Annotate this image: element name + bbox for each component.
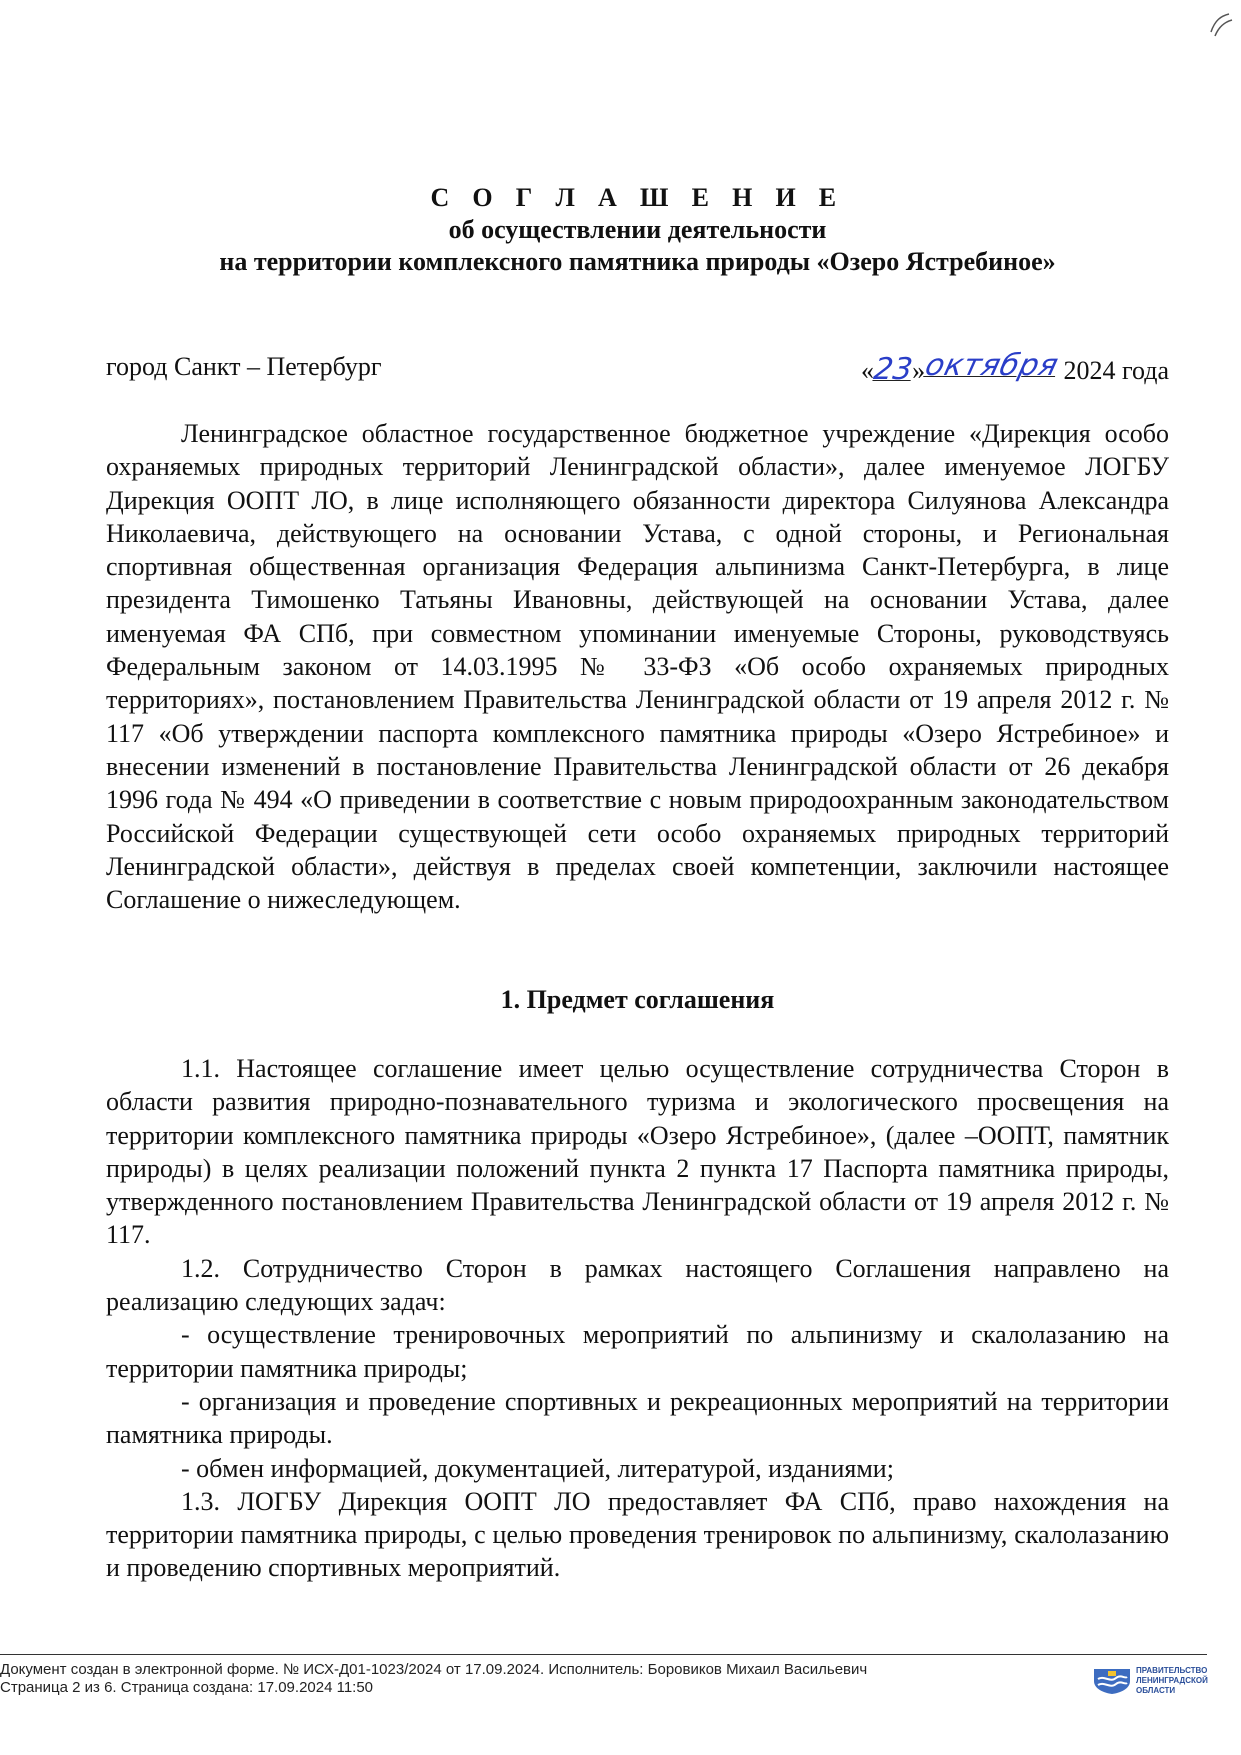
place-date-line xyxy=(106,348,1169,387)
intro-paragraph: Ленинградское областное государственное бюджетное учреждение «Дирекция особо охраняемых природных территорий Ленинградской области», далее именуемое ЛОГБУ Дирекция ООПТ ЛО, в лице исполняющего обязанности директора Силуянова Александра Николаевича, действующего на основании Устава, с одной стороны, и Региональная спортивная общественная организация Федерация альпинизма Санкт-Петербурга, в лице президента Тимошенко Татьяны Ивановны, действующей на основании Устава, далее именуемая ФА СПб, при совместном упоминании именуемые Стороны, руководствуясь Федеральным законом от 14.03.1995 № 33-ФЗ «Об особо охраняемых природных территориях», постановлением Правительства Ленинградской области от 19 апреля 2012 г. № 117 «Об утверждении паспорта комплексного памятника природы «Озеро Ястребиное» и внесении изменений в постановление Правительства Ленинградской области от 26 декабря 1996 года № 494 «О приведении в соответствие с новым природоохранным законодательством Российской Федерации существующей сети особо охраняемых природных территорий Ленинградской области», действуя в пределах своей компетенции, заключили настоящее Соглашение о нижеследующем. xyxy=(106,419,1169,915)
list-item: - организация и проведение спортивных и рекреационных мероприятий на территории памятника природы. xyxy=(106,1386,1169,1450)
handwritten-month: октября xyxy=(921,348,1063,383)
intro-section xyxy=(106,417,1169,916)
date-year: 2024 года xyxy=(1063,356,1169,385)
document-subtitle: об осуществлении деятельности xyxy=(448,215,827,244)
footer-divider xyxy=(0,1654,1207,1655)
paragraph-1-2: 1.2. Сотрудничество Сторон в рамках настоящего Соглашения направлено на реализацию следующих задач: xyxy=(106,1253,1169,1317)
government-emblem-icon xyxy=(1092,1667,1132,1695)
section-1-body xyxy=(106,1052,1169,1585)
agreement-date xyxy=(860,348,1169,387)
date-open-quote: « xyxy=(860,356,874,385)
document-subtitle: на территории комплексного памятника природы «Озеро Ястребиное» xyxy=(219,247,1056,276)
paragraph-1-1: 1.1. Настоящее соглашение имеет целью осуществление сотрудничества Сторон в области развития природно-познавательного туризма и экологического просвещения на территории комплексного памятника природы «Озеро Ястребиное», (далее –ООПТ, памятник природы) в целях реализации положений пункта 2 пункта 17 Паспорта памятника природы, утвержденного постановлением Правительства Ленинградской области от 19 апреля 2012 г. № 117. xyxy=(106,1054,1169,1250)
government-label xyxy=(1136,1666,1208,1696)
list-item: - обмен информацией, документацией, литературой, изданиями; xyxy=(181,1453,894,1483)
section-heading: 1. Предмет соглашения xyxy=(500,985,775,1014)
date-close-quote: » xyxy=(912,356,926,385)
government-label-line: ПРАВИТЕЛЬСТВО xyxy=(1136,1666,1208,1675)
handwritten-day: 23 xyxy=(871,352,915,387)
footer-page-line: Страница 2 из 6. Страница создана: 17.09.2024 11:50 xyxy=(0,1679,374,1696)
corner-mark-icon xyxy=(1205,10,1235,40)
paragraph-1-3: 1.3. ЛОГБУ Дирекция ООПТ ЛО предоставляет ФА СПб, право нахождения на территории памятника природы, с целью проведения тренировок по альпинизму, скалолазанию и проведению спортивных мероприятий. xyxy=(106,1486,1169,1583)
footer-info xyxy=(0,1661,867,1697)
list-item: - осуществление тренировочных мероприятий по альпинизму и скалолазанию на территории памятника природы; xyxy=(106,1320,1169,1383)
city: город Санкт – Петербург xyxy=(106,352,382,381)
government-label-line: ЛЕНИНГРАДСКОЙ xyxy=(1136,1676,1208,1685)
document-title: С О Г Л А Ш Е Н И Е xyxy=(430,183,845,212)
footer-document-line: Документ создан в электронной форме. № ИСХ-Д01-1023/2024 от 17.09.2024. Исполнитель: Боровиков Михаил Васильевич xyxy=(0,1661,868,1678)
document-title-block xyxy=(0,182,1241,278)
government-label-line: ОБЛАСТИ xyxy=(1136,1686,1176,1695)
